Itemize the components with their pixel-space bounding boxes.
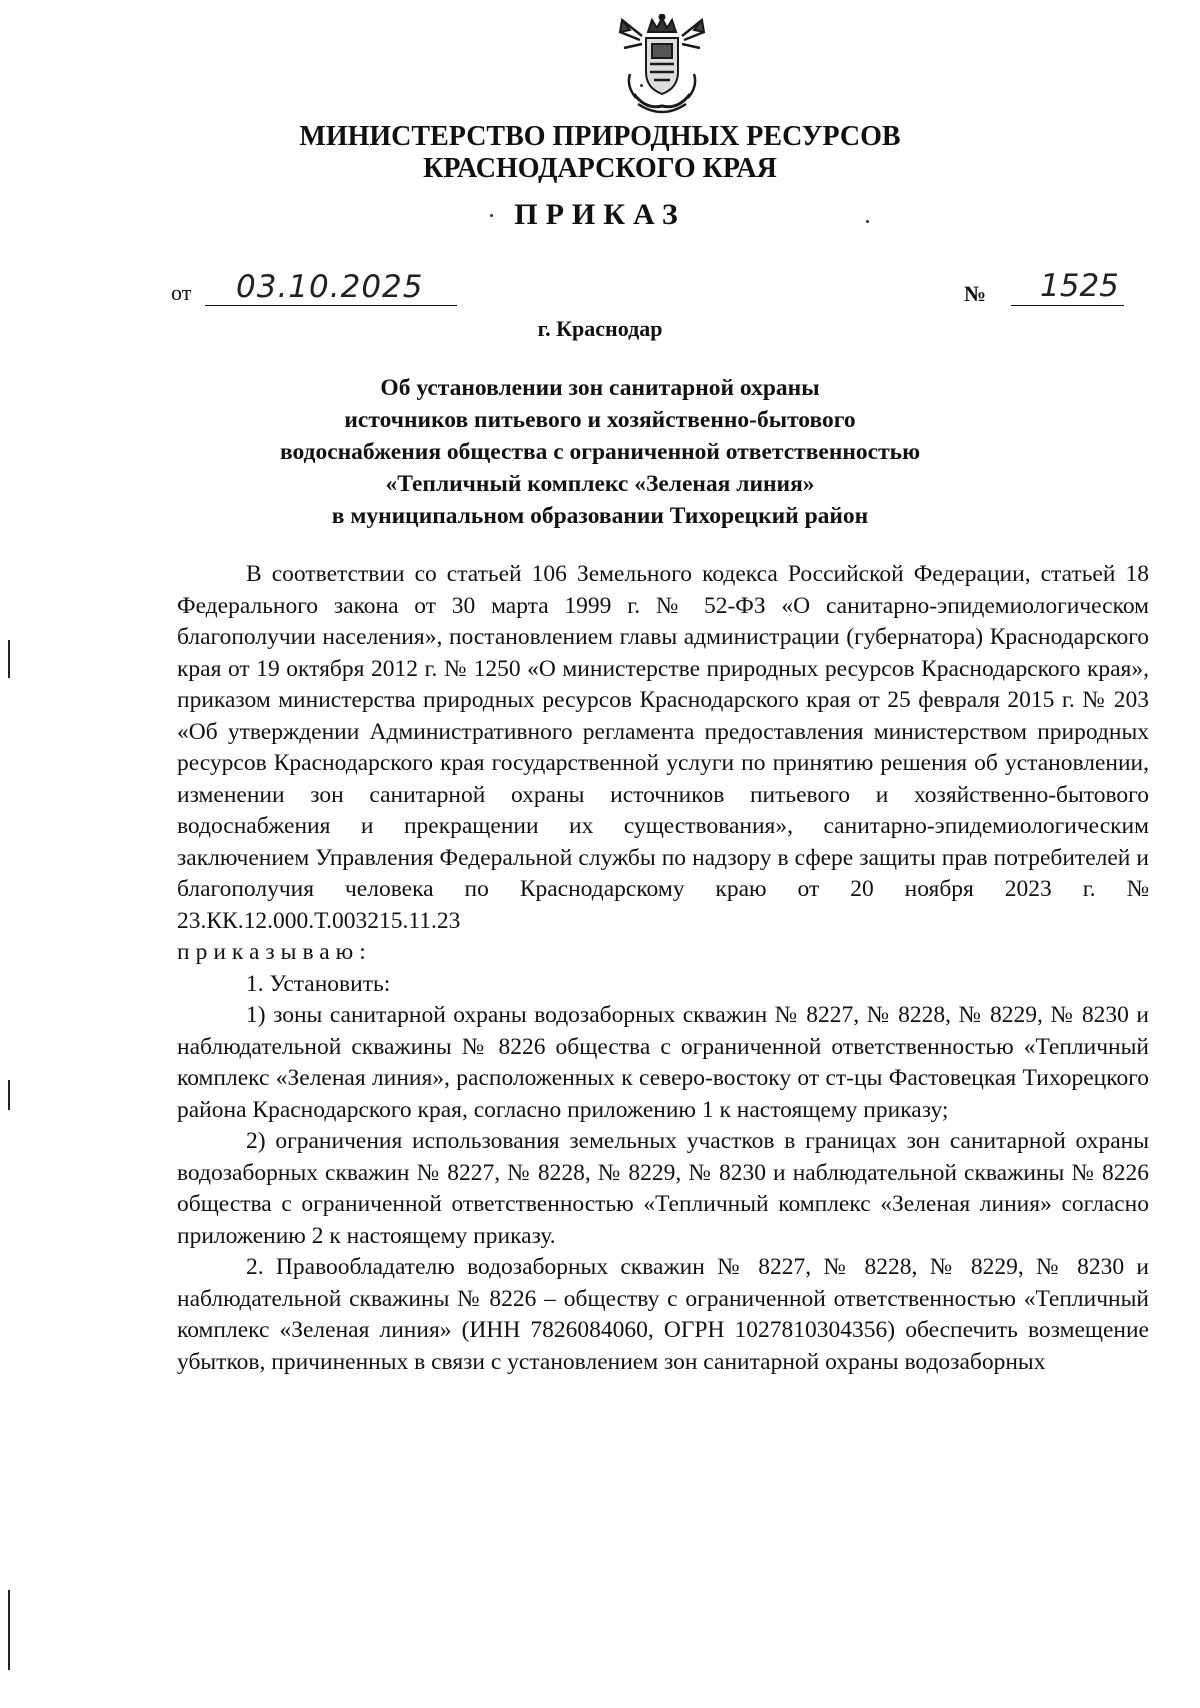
- document-body: [177, 559, 1149, 1378]
- ministry-name-line2: КРАСНОДАРСКОГО КРАЯ: [423, 153, 777, 184]
- title-line: в муниципальном образовании Тихорецкий район: [331, 503, 869, 529]
- document-date: 03.10.2025: [236, 269, 424, 305]
- scan-dot: [866, 220, 869, 223]
- date-prefix: от: [171, 280, 192, 305]
- item-2-paragraph: 2. Правообладателю водозаборных скважин № 8227, № 8228, № 8229, № 8230 и наблюдательной скважины № 8226 – обществу с ограниченной ответственностью «Тепличный комплекс «Зеленая линия» (ИНН 7826084060, ОГРН 1027810304356) обеспечить возмещение убытков, причиненных в связи с установлением зон санитарной охраны водозаборных: [177, 1254, 1149, 1375]
- item-1-2-paragraph: 2) ограничения использования земельных участков в границах зон санитарной охраны водозаборных скважин № 8227, № 8228, № 8229, № 8230 и наблюдательной скважины № 8226 общества с ограниченной ответственностью «Тепличный комплекс «Зеленая линия» согласно приложению 2 к настоящему приказу.: [177, 1128, 1149, 1249]
- title-line: водоснабжения общества с ограниченной ответственностью: [279, 439, 921, 465]
- document-type: ПРИКАЗ: [514, 198, 686, 231]
- title-line: Об установлении зон санитарной охраны: [380, 375, 820, 401]
- document-number: 1525: [1040, 268, 1119, 304]
- scan-mark: [8, 1590, 10, 1670]
- scan-mark: [8, 640, 10, 678]
- item-1-heading: 1. Установить:: [246, 970, 391, 997]
- ministry-name-line1: МИНИСТЕРСТВО ПРИРОДНЫХ РЕСУРСОВ: [299, 121, 901, 152]
- order-word: приказываю:: [177, 939, 372, 965]
- title-line: «Тепличный комплекс «Зеленая линия»: [385, 471, 815, 497]
- coat-of-arms-icon: [616, 14, 708, 120]
- preamble-paragraph: В соответствии со статьей 106 Земельного кодекса Российской Федерации, статьей 18 Федерального закона от 30 марта 1999 г. № 52-ФЗ «О санитарно-эпидемиологическом благополучии населения», постановлением главы администрации (губернатора) Краснодарского края от 19 октября 2012 г. № 1250 «О министерстве природных ресурсов Краснодарского края», приказом министерства природных ресурсов Краснодарского края от 25 февраля 2015 г. № 203 «Об утверждении Административного регламента предоставления министерством природных ресурсов Краснодарского края государственной услуги по принятию решения об установлении, изменении зон санитарной охраны источников питьевого и хозяйственно-бытового водоснабжения и прекращении их существования», санитарно-эпидемиологическим заключением Управления Федеральной службы по надзору в сфере защиты прав потребителей и благополучия человека по Краснодарскому краю от 20 ноября 2023 г. № 23.КК.12.000.Т.003215.11.23: [177, 561, 1149, 934]
- scan-dot: [490, 214, 493, 217]
- scan-mark: [8, 1080, 10, 1110]
- document-title: [0, 372, 1200, 532]
- title-line: источников питьевого и хозяйственно-бытового: [344, 407, 856, 433]
- number-underline: [1011, 305, 1124, 306]
- number-label: №: [964, 281, 987, 306]
- city: г. Краснодар: [537, 316, 663, 341]
- item-1-1-paragraph: 1) зоны санитарной охраны водозаборных скважин № 8227, № 8228, № 8229, № 8230 и наблюдательной скважины № 8226 общества с ограниченной ответственностью «Тепличный комплекс «Зеленая линия», расположенных к северо-востоку от ст-цы Фастовецкая Тихорецкого района Краснодарского края, согласно приложению 1 к настоящему приказу;: [177, 1002, 1149, 1123]
- date-underline: [205, 305, 457, 306]
- scan-dot: [640, 84, 643, 87]
